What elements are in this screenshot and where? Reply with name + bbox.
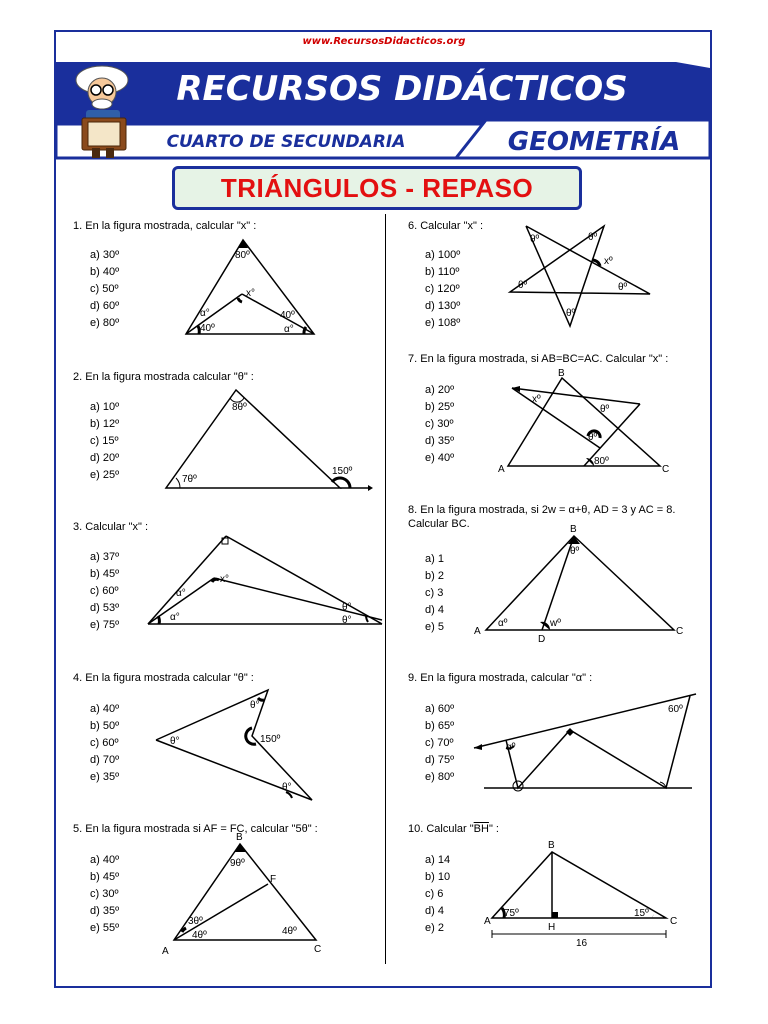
brand-title: RECURSOS DIDÁCTICOS — [176, 69, 628, 109]
problem-2-question: 2. En la figura mostrada calcular "θ" : — [73, 371, 254, 383]
problem-10-figure — [480, 838, 690, 950]
svg-text:α°: α° — [176, 588, 186, 599]
option: b) 65º — [425, 720, 455, 732]
option: c) 60º — [90, 737, 119, 749]
option: b) 50º — [90, 720, 120, 732]
option: b) 40º — [90, 266, 120, 278]
svg-text:wº: wº — [550, 618, 561, 629]
option: b) 25º — [425, 401, 455, 413]
svg-text:θ°: θ° — [282, 782, 292, 793]
option: e) 5 — [425, 621, 444, 633]
svg-text:40º: 40º — [200, 323, 215, 334]
svg-text:θº: θº — [570, 546, 580, 557]
problem-5-options — [90, 852, 119, 937]
svg-text:4θº: 4θº — [282, 926, 297, 937]
problem-6-question: 6. Calcular "x" : — [408, 220, 484, 232]
option: c) 120º — [425, 283, 460, 295]
svg-text:α°: α° — [200, 308, 210, 319]
option: b) 45º — [90, 871, 120, 883]
problem-1-question: 1. En la figura mostrada, calcular "x" : — [73, 220, 257, 232]
svg-text:θº: θº — [600, 404, 610, 415]
subject-label: GEOMETRÍA — [507, 127, 681, 157]
option: b) 2 — [425, 570, 444, 582]
problem-4-figure — [152, 682, 317, 804]
option: e) 55º — [90, 922, 120, 934]
svg-text:θº: θº — [588, 432, 598, 443]
svg-text:αº: αº — [506, 742, 516, 753]
option: d) 35º — [425, 435, 455, 447]
option: e) 80º — [90, 317, 120, 329]
option: a) 60º — [425, 703, 455, 715]
option: e) 25º — [90, 469, 120, 481]
option: b) 10 — [425, 871, 451, 883]
svg-text:θ°: θ° — [342, 602, 352, 613]
grade-label: CUARTO DE SECUNDARIA — [166, 132, 406, 152]
svg-text:A: A — [474, 626, 481, 637]
svg-text:x°: x° — [220, 574, 229, 585]
svg-text:80º: 80º — [235, 250, 250, 261]
option: a) 40º — [90, 703, 120, 715]
svg-text:B: B — [548, 840, 555, 851]
problem-3-question: 3. Calcular "x" : — [73, 521, 149, 533]
problem-10-question: 10. Calcular "$\overline{BH}$" : — [408, 823, 499, 835]
svg-text:C: C — [662, 464, 670, 475]
option: a) 10º — [90, 401, 120, 413]
svg-text:75º: 75º — [504, 908, 519, 919]
svg-text:3θº: 3θº — [188, 916, 203, 927]
option: d) 53º — [90, 602, 120, 614]
svg-text:150º: 150º — [332, 466, 353, 477]
problem-2-figure — [160, 384, 375, 494]
option: a) 14 — [425, 854, 451, 866]
svg-text:80º: 80º — [594, 456, 609, 467]
svg-text:4θº: 4θº — [192, 930, 207, 941]
svg-text:15º: 15º — [634, 908, 649, 919]
svg-text:H: H — [548, 922, 556, 933]
option: d) 35º — [90, 905, 120, 917]
option: d) 4 — [425, 604, 444, 616]
svg-text:αº: αº — [498, 618, 508, 629]
svg-text:A: A — [162, 946, 169, 957]
svg-text:α°: α° — [170, 612, 180, 623]
problem-7-figure — [494, 368, 678, 478]
svg-text:θ°: θ° — [342, 615, 352, 626]
problem-5-figure — [160, 830, 330, 956]
svg-text:A: A — [484, 916, 491, 927]
svg-text:F: F — [270, 874, 277, 885]
svg-text:60º: 60º — [668, 704, 683, 715]
svg-text:θ°: θ° — [250, 700, 260, 711]
problem-7-question: 7. En la figura mostrada, si AB=BC=AC. Calcular "x" : — [408, 353, 669, 365]
option: d) 130º — [425, 300, 461, 312]
option: e) 75º — [90, 619, 120, 631]
problem-4-options — [90, 701, 119, 786]
problem-1-options — [90, 247, 119, 332]
problem-4-question: 4. En la figura mostrada calcular "θ" : — [73, 672, 254, 684]
option: b) 45º — [90, 568, 120, 580]
option: a) 100º — [425, 249, 461, 261]
svg-text:xº: xº — [604, 256, 613, 267]
option: a) 30º — [90, 249, 120, 261]
problem-8-options — [425, 551, 444, 636]
problem-8-figure — [472, 522, 692, 644]
svg-text:α°: α° — [284, 324, 294, 335]
problem-3-options — [90, 549, 119, 634]
svg-text:B: B — [558, 368, 565, 379]
problem-9-options — [425, 701, 454, 786]
option: c) 3 — [425, 587, 444, 599]
svg-text:θ°: θ° — [170, 736, 180, 747]
svg-text:A: A — [498, 464, 505, 475]
problem-7-options — [425, 382, 454, 467]
svg-text:θº: θº — [530, 234, 540, 245]
problem-1-figure — [180, 236, 320, 340]
site-url: www.RecursosDidacticos.org — [302, 36, 466, 47]
option: b) 110º — [425, 266, 460, 278]
option: d) 70º — [90, 754, 120, 766]
problem-6-figure — [506, 222, 656, 330]
option: c) 15º — [90, 435, 119, 447]
option: a) 37º — [90, 551, 120, 563]
option: c) 30º — [425, 418, 454, 430]
svg-text:C: C — [314, 944, 322, 955]
svg-text:150º: 150º — [260, 734, 281, 745]
svg-text:θº: θº — [518, 280, 528, 291]
svg-text:16: 16 — [576, 938, 588, 949]
problem-5-question: 5. En la figura mostrada si AF = FC, calcular "5θ" : — [73, 823, 318, 835]
svg-text:x°: x° — [246, 288, 255, 299]
problem-2-options — [90, 399, 119, 484]
option: c) 60º — [90, 585, 119, 597]
problem-3-figure — [142, 532, 387, 632]
svg-text:B: B — [236, 832, 243, 843]
svg-text:8θº: 8θº — [232, 402, 247, 413]
option: d) 60º — [90, 300, 120, 312]
svg-text:xº: xº — [532, 394, 541, 405]
svg-text:θº: θº — [566, 308, 576, 319]
option: d) 20º — [90, 452, 120, 464]
option: e) 108º — [425, 317, 461, 329]
problem-9-figure — [470, 690, 700, 794]
option: e) 80º — [425, 771, 455, 783]
problem-8-question: 8. En la figura mostrada, si 2w = α+θ, AD = 3 y AC = 8. Calcular BC. — [408, 504, 676, 530]
svg-text:B: B — [570, 524, 577, 535]
problem-9-question: 9. En la figura mostrada, calcular "α" : — [408, 672, 593, 684]
svg-text:9θº: 9θº — [230, 858, 245, 869]
option: d) 75º — [425, 754, 455, 766]
problem-10-options — [425, 852, 450, 937]
svg-text:C: C — [676, 626, 684, 637]
option: c) 50º — [90, 283, 119, 295]
page-title: TRIÁNGULOS - REPASO — [172, 166, 582, 210]
problem-6-options — [425, 247, 460, 332]
option: e) 40º — [425, 452, 455, 464]
option: a) 20º — [425, 384, 455, 396]
option: e) 35º — [90, 771, 120, 783]
svg-text:C: C — [670, 916, 678, 927]
svg-text:7θº: 7θº — [182, 474, 197, 485]
svg-text:D: D — [538, 634, 546, 645]
svg-text:θº: θº — [618, 282, 628, 293]
svg-text:40º: 40º — [280, 310, 295, 321]
header-banner — [56, 58, 710, 162]
option: b) 12º — [90, 418, 120, 430]
option: c) 30º — [90, 888, 119, 900]
option: e) 2 — [425, 922, 444, 934]
option: a) 40º — [90, 854, 120, 866]
option: a) 1 — [425, 553, 444, 565]
option: c) 70º — [425, 737, 454, 749]
option: c) 6 — [425, 888, 444, 900]
svg-text:θº: θº — [588, 232, 598, 243]
option: d) 4 — [425, 905, 444, 917]
